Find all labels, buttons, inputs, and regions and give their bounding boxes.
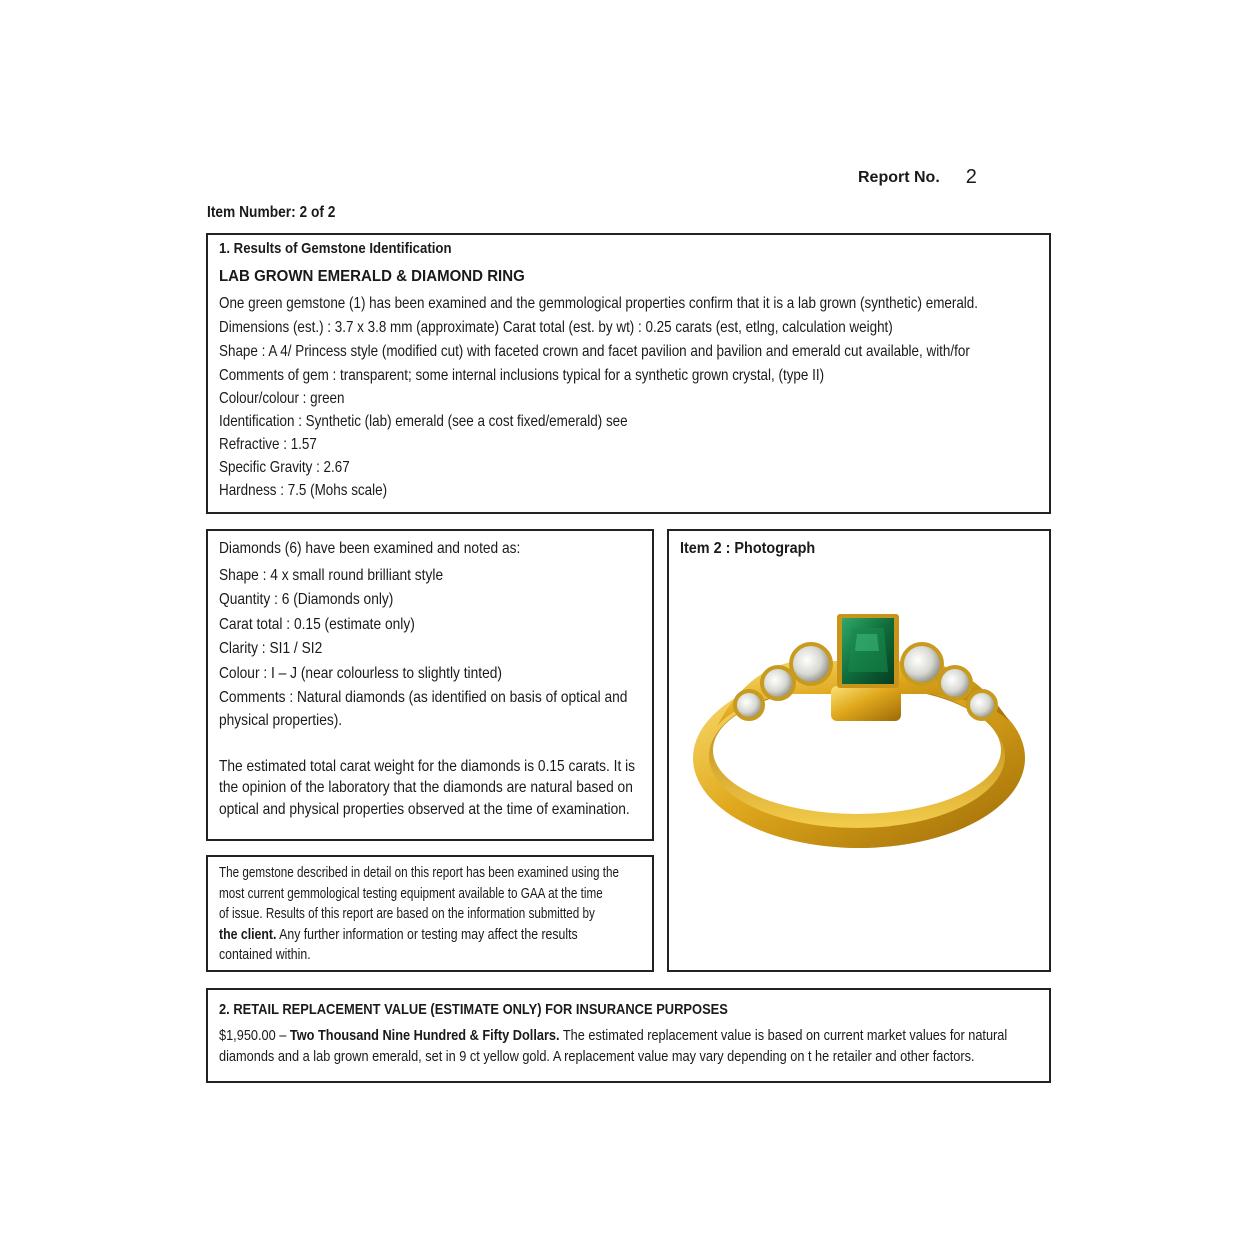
- ring-illustration: [689, 606, 1034, 866]
- diamond-summary-line: The estimated total carat weight for the diamonds is 0.15 carats. It is: [219, 758, 636, 775]
- diamonds-section: [206, 529, 654, 841]
- gem-shape-line: Shape : A 4/ Princess style (modified cut) with faceted crown and facet pavilion and þavilion and emerald cut available, with/for: [219, 343, 970, 360]
- replacement-value-section: [206, 988, 1051, 1083]
- gem-colour-line: Colour/colour : green: [219, 390, 345, 407]
- emerald-highlight: [855, 634, 879, 651]
- report-number-label: [858, 165, 977, 188]
- disclaimer-line: most current gemmological testing equipment available to GAA at the time: [219, 885, 603, 902]
- report-label: Report No.: [858, 169, 940, 186]
- gem-hardness-line: Hardness : 7.5 (Mohs scale): [219, 482, 388, 499]
- diamond-carat-line: Carat total : 0.15 (estimate only): [219, 616, 415, 633]
- section2-heading: 2. RETAIL REPLACEMENT VALUE (ESTIMATE ONLY) FOR INSURANCE PURPOSES: [219, 1001, 728, 1018]
- ring-photograph: [689, 606, 1034, 866]
- section1-title: LAB GROWN EMERALD & DIAMOND RING: [219, 268, 525, 285]
- photograph-section: [667, 529, 1051, 972]
- center-setting: [831, 686, 901, 721]
- diamond-summary-line: the opinion of the laboratory that the diamonds are natural based on: [219, 779, 633, 796]
- disclaimer-section: [206, 855, 654, 972]
- diamonds-intro: Diamonds (6) have been examined and noted as:: [219, 540, 521, 557]
- diamond-comments-line: Comments : Natural diamonds (as identified on basis of optical and: [219, 689, 628, 706]
- disclaimer-client-emphasis: the client.: [219, 926, 277, 943]
- gem-description-line: One green gemstone (1) has been examined and the gemmological properties confirm that it is a lab grown (synthetic) emerald.: [219, 295, 979, 312]
- replacement-value-words: Two Thousand Nine Hundred & Fifty Dollars.: [289, 1027, 560, 1044]
- section1-heading: 1. Results of Gemstone Identification: [219, 240, 452, 257]
- disclaimer-line: the client. Any further information or testing may affect the results: [219, 926, 578, 943]
- disclaimer-line: contained within.: [219, 946, 311, 963]
- disclaimer-line: The gemstone described in detail on this report has been examined using the: [219, 864, 620, 881]
- gem-specific-gravity-line: Specific Gravity : 2.67: [219, 459, 350, 476]
- gem-dimensions-line: Dimensions (est.) : 3.7 x 3.8 mm (approximate) Carat total (est. by wt) : 0.25 carats (est, etlng, calculation weight): [219, 319, 893, 336]
- gemstone-identification-section: [206, 233, 1051, 514]
- item-number: Item Number: 2 of 2: [207, 204, 336, 221]
- diamond-comments-line-2: physical properties).: [219, 712, 343, 729]
- diamond-colour-line: Colour : I – J (near colourless to slightly tinted): [219, 665, 502, 682]
- diamond-summary-line: optical and physical properties observed at the time of examination.: [219, 801, 630, 818]
- replacement-value-line: $1,950.00 – Two Thousand Nine Hundred & Fifty Dollars. The estimated replacement value is based on current market values for natural: [219, 1027, 1008, 1044]
- replacement-value-amount: $1,950.00 –: [219, 1027, 290, 1044]
- photograph-label: Item 2 : Photograph: [680, 540, 816, 557]
- gem-comments-line: Comments of gem : transparent; some internal inclusions typical for a synthetic grown crystal, (type II): [219, 367, 825, 384]
- diamond-quantity-line: Quantity : 6 (Diamonds only): [219, 591, 394, 608]
- gem-identification-line: Identification : Synthetic (lab) emerald (see a cost fixed/emerald) see: [219, 413, 628, 430]
- diamond-shape-line: Shape : 4 x small round brilliant style: [219, 567, 444, 584]
- diamond-clarity-line: Clarity : SI1 / SI2: [219, 640, 323, 657]
- replacement-value-line-2: diamonds and a lab grown emerald, set in 9 ct yellow gold. A replacement value may vary depending on t he retailer and other factors.: [219, 1048, 975, 1065]
- gem-refractive-line: Refractive : 1.57: [219, 436, 317, 453]
- report-number: 2: [965, 166, 977, 188]
- disclaimer-line: of issue. Results of this report are based on the information submitted by: [219, 905, 595, 922]
